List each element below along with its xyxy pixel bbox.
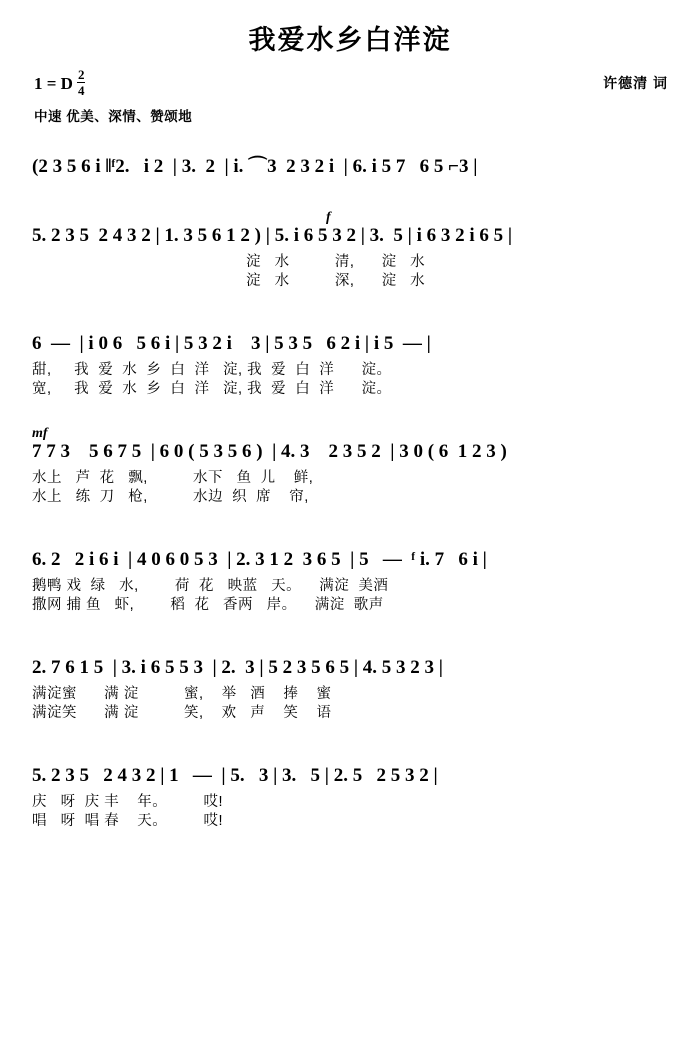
lyrics-block-3	[26, 361, 674, 400]
dynamic-marking-3	[32, 318, 674, 333]
music-system-1	[26, 141, 674, 178]
notation-line-3: 6 — | i 0 6 5 6 i | 5 3 2 i 3 | 5 3 5 6 2 i | i 5 — |	[32, 332, 431, 354]
lyric-verse-2-line-2: 淀 水 深, 淀 水	[246, 273, 426, 290]
lyric-verse-1-line-3: 甜, 我 爱 水 乡 白 洋 淀, 我 爱 白 洋 淀。	[32, 361, 392, 378]
music-system-7	[26, 750, 674, 832]
notation-line-1: (2 3 5 6 i ‖ᶠ2. i 2 | 3. 2 | i. ⌒3 2 3 2 i | 6. i 5 7 6 5 ⌐3 |	[32, 156, 478, 177]
music-system-3	[26, 318, 674, 400]
page-title: 我爱水乡白洋淀	[248, 25, 452, 55]
music-system-6	[26, 642, 674, 724]
dynamic-marking-6	[32, 642, 674, 657]
notation-line-4: 7 7 3 5 6 7 5 | 6 0 ( 5 3 5 6 ) | 4. 3 2 3 5 2 | 3 0 ( 6 1 2 3 )	[32, 440, 507, 462]
lyric-verse-2-line-5: 撒网 捕 鱼 虾, 稻 花 香两 岸。 满淀 歌声	[32, 597, 384, 614]
lyric-verse-2-line-3: 宽, 我 爱 水 乡 白 洋 淀, 我 爱 白 洋 淀。	[32, 381, 392, 398]
lyric-verse-1-line-6: 满淀蜜 满 淀 蜜, 举 酒 捧 蜜	[32, 685, 332, 702]
notation-line-5: 6. 2 2 i 6 i | 4 0 6 0 5 3 | 2. 3 1 2 3 6 5 | 5 — ᶠ i. 7 6 i |	[32, 548, 487, 570]
time-signature-denominator: 4	[77, 83, 85, 98]
lyric-verse-1-line-2: 淀 水 清, 淀 水	[246, 253, 426, 270]
dynamic-marking-1	[32, 141, 674, 156]
score-meta	[26, 69, 674, 103]
lyrics-block-6	[26, 685, 674, 724]
notation-line-2: 5. 2 3 5 2 4 3 2 | 1. 3 5 6 1 2 ) | 5. i 6 5 3 2 | 3. 5 | i 6 3 2 i 6 5 |	[32, 224, 513, 246]
dynamic-marking-2: f	[326, 209, 331, 225]
lyrics-block-7	[26, 793, 674, 832]
lyric-verse-1-line-7: 庆 呀 庆 丰 年。 哎!	[32, 793, 224, 810]
music-system-5	[26, 534, 674, 616]
lyric-verse-1-line-4: 水上 芦 花 飘, 水下 鱼 儿 鲜,	[32, 469, 314, 486]
author-credit: 许德清 词	[603, 75, 668, 91]
music-system-4	[26, 426, 674, 508]
notation-line-7: 5. 2 3 5 2 4 3 2 | 1 — | 5. 3 | 3. 5 | 2. 5 2 5 3 2 |	[32, 764, 438, 786]
dynamic-marking-4: mf	[32, 425, 48, 441]
tempo-expression: 中速 优美、深情、赞颂地	[34, 109, 193, 124]
music-system-2	[26, 210, 674, 292]
lyric-verse-2-line-7: 唱 呀 唱 春 天。 哎!	[32, 813, 224, 830]
time-signature-numerator: 2	[77, 67, 85, 82]
notation-line-6: 2. 7 6 1 5 | 3. i 6 5 5 3 | 2. 3 | 5 2 3 5 6 5 | 4. 5 3 2 3 |	[32, 656, 443, 678]
time-signature	[77, 68, 86, 97]
sheet-music-page	[0, 18, 700, 1058]
dynamic-marking-5	[32, 534, 674, 549]
lyric-verse-2-line-6: 满淀笑 满 淀 笑, 欢 声 笑 语	[32, 705, 332, 722]
dynamic-marking-7	[32, 750, 674, 765]
lyrics-block-5	[26, 577, 674, 616]
lyrics-block-4	[26, 469, 674, 508]
lyric-verse-2-line-4: 水上 练 刀 枪, 水边 织 席 帘,	[32, 489, 309, 506]
key-signature	[34, 69, 85, 98]
lyric-verse-1-line-5: 鹅鸭 戏 绿 水, 荷 花 映蓝 天。 满淀 美酒	[32, 577, 389, 594]
key-signature-label: 1 = D	[34, 73, 73, 93]
lyrics-block-2	[26, 253, 674, 292]
